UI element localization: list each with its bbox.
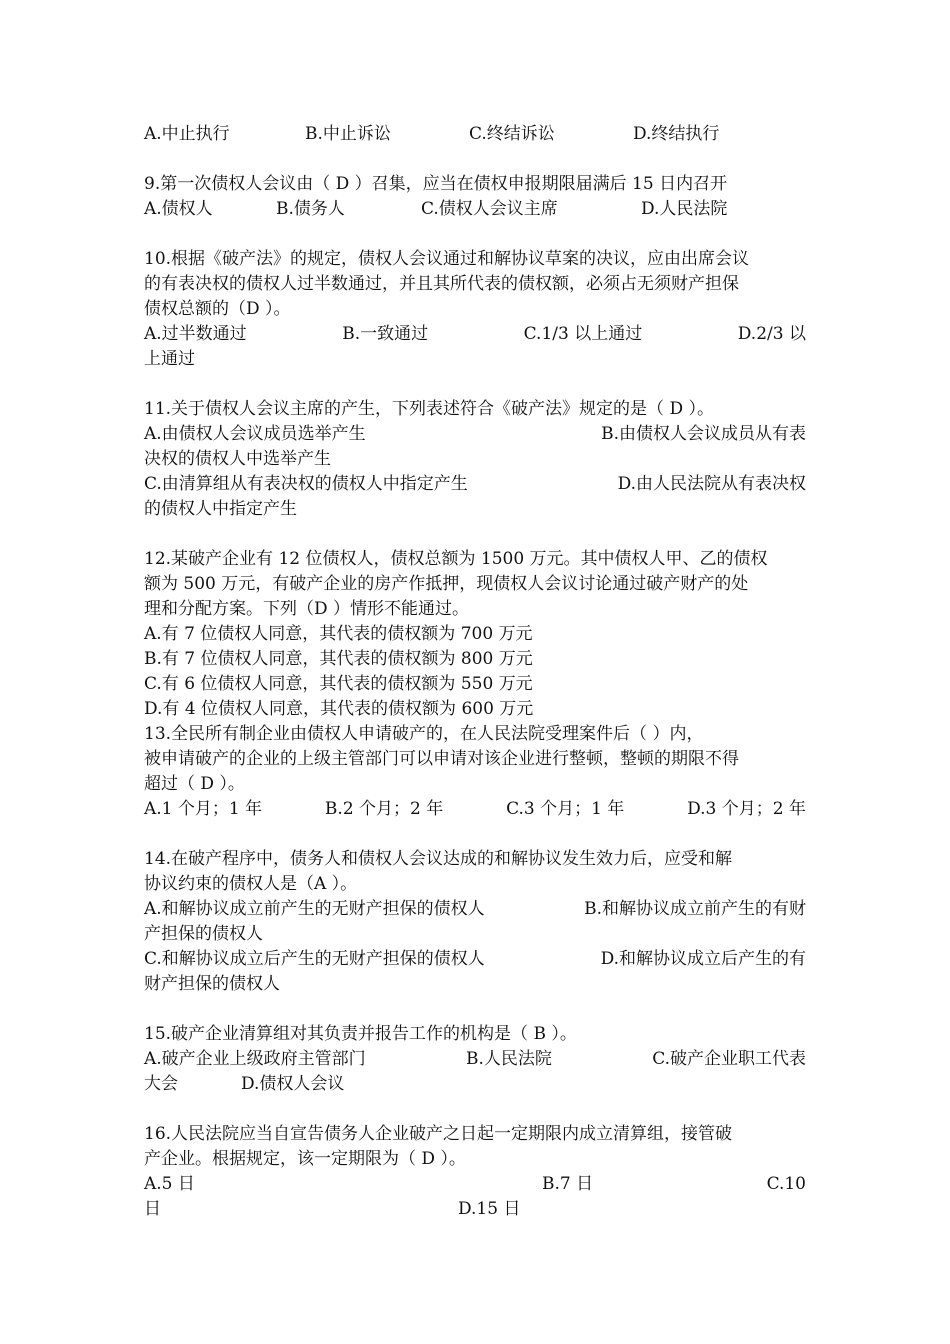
- q10-options: [144, 322, 806, 347]
- q12-option-c: C.有 6 位债权人同意，其代表的债权额为 550 万元: [144, 674, 533, 694]
- q8-option-c: C.终结诉讼: [469, 124, 555, 144]
- q8-option-a: A.中止执行: [144, 124, 230, 144]
- q13-option-a: A.1 个月；1 年: [144, 799, 263, 819]
- q15-option-line: [144, 1047, 806, 1072]
- q9-option-c: C.债权人会议主席: [421, 199, 558, 219]
- q13-options: [144, 797, 806, 822]
- q14-option-b: B.和解协议成立前产生的有财: [584, 899, 806, 919]
- q14-option-a: A.和解协议成立前产生的无财产担保的债权人: [144, 899, 485, 919]
- q12-option-a: A.有 7 位债权人同意，其代表的债权额为 700 万元: [144, 624, 533, 644]
- q10-stem-line: 的有表决权的债权人过半数通过，并且其所代表的债权额，必须占无须财产担保: [144, 274, 739, 294]
- q9-option-d: D.人民法院: [641, 199, 728, 219]
- q13-option-d: D.3 个月；2 年: [687, 799, 806, 819]
- q16-stem-line: 16.人民法院应当自宣告债务人企业破产之日起一定期限内成立清算组，接管破: [144, 1124, 733, 1144]
- q11-option-line: [144, 472, 806, 497]
- q16-option-a: A.5 日: [144, 1174, 195, 1194]
- q14-option-b-cont: 产担保的债权人: [144, 924, 263, 944]
- q15-option-c: C.破产企业职工代表: [652, 1049, 806, 1069]
- q15-option-c-cont: 大会: [144, 1074, 178, 1094]
- q12-stem-line: 12.某破产企业有 12 位债权人，债权总额为 1500 万元。其中债权人甲、乙的债权: [144, 549, 768, 569]
- q12-option-b: B.有 7 位债权人同意，其代表的债权额为 800 万元: [144, 649, 533, 669]
- q10-option-d: D.2/3 以: [737, 324, 806, 344]
- q16-option-d: D.15 日: [458, 1199, 521, 1219]
- q11-option-c: C.由清算组从有表决权的债权人中指定产生: [144, 474, 468, 494]
- q10-option-b: B.一致通过: [342, 324, 429, 344]
- q11-option-a: A.由债权人会议成员选举产生: [144, 424, 366, 444]
- q10-stem-line: 债权总额的（D ）。: [144, 299, 291, 319]
- q15-option-b: B.人民法院: [465, 1049, 552, 1069]
- q13-option-b: B.2 个月；2 年: [324, 799, 444, 819]
- q11-stem: 11.关于债权人会议主席的产生，下列表述符合《破产法》规定的是（ D ）。: [144, 399, 714, 419]
- q13-option-c: C.3 个月；1 年: [506, 799, 625, 819]
- q9-stem: 9.第一次债权人会议由（ D ）召集，应当在债权申报期限届满后 15 日内召开: [144, 174, 728, 194]
- q9-option-b: B.债务人: [276, 199, 345, 219]
- q8-option-d: D.终结执行: [633, 124, 720, 144]
- q16-option-c-cont: 日: [144, 1199, 161, 1219]
- q16-option-line: [144, 1197, 806, 1222]
- q11-option-line: [144, 422, 806, 447]
- q11-option-d-cont: 的债权人中指定产生: [144, 499, 297, 519]
- q10-option-d-cont: 上通过: [144, 349, 195, 369]
- q15-option-line: [144, 1072, 806, 1097]
- q12-option-d: D.有 4 位债权人同意，其代表的债权额为 600 万元: [144, 699, 534, 719]
- q9-option-a: A.债权人: [144, 199, 213, 219]
- q15-option-a: A.破产企业上级政府主管部门: [144, 1049, 366, 1069]
- q14-option-d-cont: 财产担保的债权人: [144, 974, 280, 994]
- q13-stem-line: 13.全民所有制企业由债权人申请破产的，在人民法院受理案件后（ ）内，: [144, 724, 704, 744]
- q11-option-b-cont: 决权的债权人中选举产生: [144, 449, 331, 469]
- q13-stem-line: 被申请破产的企业的上级主管部门可以申请对该企业进行整顿，整顿的期限不得: [144, 749, 739, 769]
- q11-option-b: B.由债权人会议成员从有表: [601, 424, 806, 444]
- q11-option-d: D.由人民法院从有表决权: [617, 474, 806, 494]
- q13-stem-line: 超过（ D ）。: [144, 774, 245, 794]
- q12-stem-line: 额为 500 万元，有破产企业的房产作抵押，现债权人会议讨论通过破产财产的处: [144, 574, 749, 594]
- q14-option-d: D.和解协议成立后产生的有: [600, 949, 806, 969]
- q16-stem-line: 产企业。根据规定，该一定期限为（ D ）。: [144, 1149, 466, 1169]
- q12-stem-line: 理和分配方案。下列（D ）情形不能通过。: [144, 599, 470, 619]
- q10-stem-line: 10.根据《破产法》的规定，债权人会议通过和解协议草案的决议，应由出席会议: [144, 249, 750, 269]
- q15-stem: 15.破产企业清算组对其负责并报告工作的机构是（ B ）。: [144, 1024, 577, 1044]
- q9-options: [144, 197, 806, 222]
- q14-option-line: [144, 947, 806, 972]
- q16-option-b: B.7 日: [542, 1174, 594, 1194]
- q14-option-line: [144, 897, 806, 922]
- q8-option-b: B.中止诉讼: [305, 124, 391, 144]
- q8-options: [144, 122, 806, 147]
- q14-stem-line: 协议约束的债权人是（A ）。: [144, 874, 358, 894]
- q14-option-c: C.和解协议成立后产生的无财产担保的债权人: [144, 949, 485, 969]
- q14-stem-line: 14.在破产程序中，债务人和债权人会议达成的和解协议发生效力后，应受和解: [144, 849, 733, 869]
- q10-option-c: C.1/3 以上通过: [523, 324, 643, 344]
- q16-option-line: [144, 1172, 806, 1197]
- q15-option-d: D.债权人会议: [241, 1074, 345, 1094]
- q10-option-a: A.过半数通过: [144, 324, 247, 344]
- question-list: [144, 122, 806, 1222]
- q16-option-c: C.10: [766, 1174, 806, 1194]
